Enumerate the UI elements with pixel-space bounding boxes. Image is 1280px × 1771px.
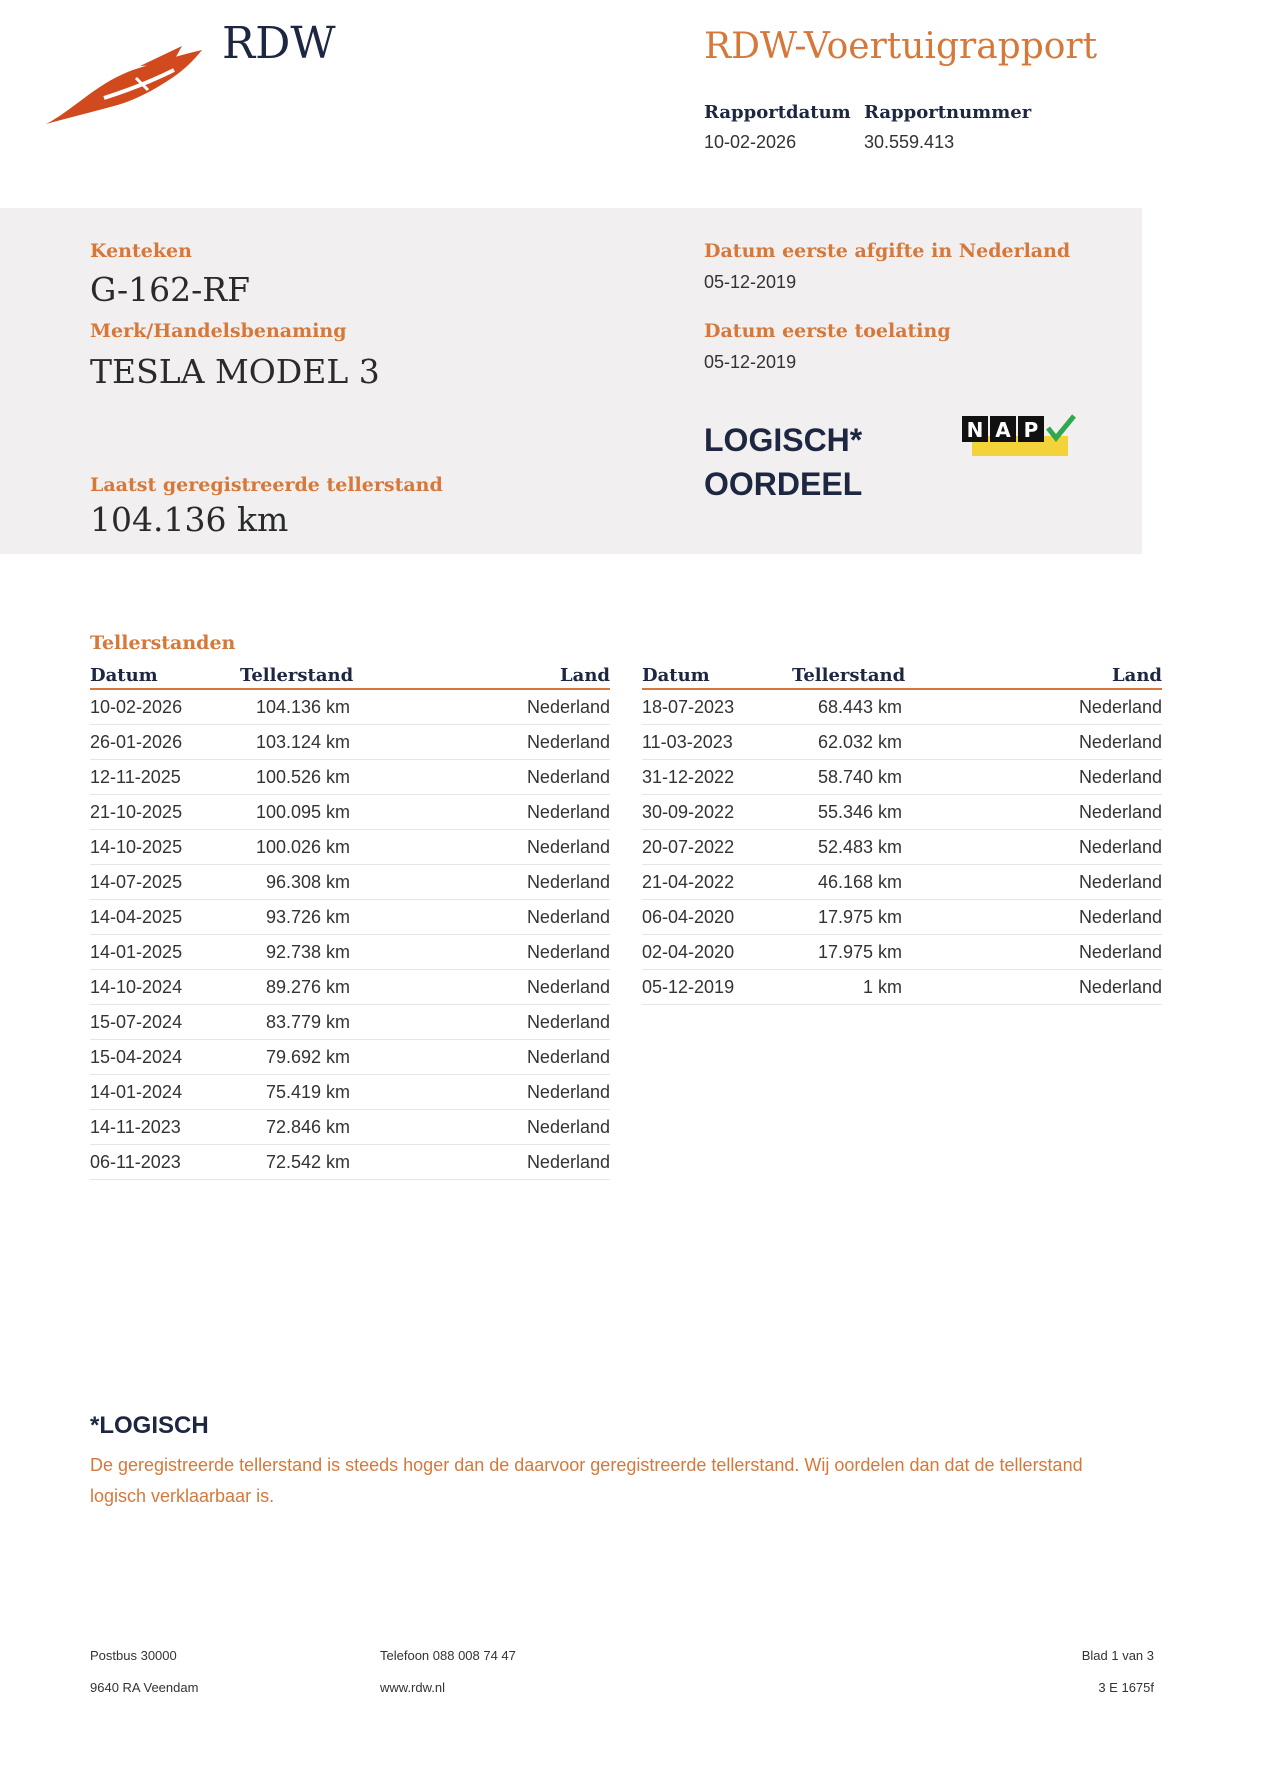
footer-telefoon: Telefoon 088 008 74 47: [380, 1648, 516, 1663]
table-row: [90, 725, 610, 760]
footer-blad: Blad 1 van 3: [1081, 1648, 1154, 1663]
footer-code: 3 E 1675f: [1098, 1680, 1154, 1695]
header-datum: Datum: [90, 665, 158, 686]
table-row: [90, 1040, 610, 1075]
cell-land: Nederland: [526, 1116, 610, 1137]
cell-tellerstand: 62.032 km: [817, 731, 902, 752]
note-title: *LOGISCH: [90, 1412, 209, 1439]
nap-letter-p: P: [1023, 418, 1039, 442]
cell-datum: 05-12-2019: [642, 976, 735, 997]
cell-datum: 31-12-2022: [642, 766, 735, 787]
table-row: [642, 795, 1162, 830]
cell-land: Nederland: [526, 941, 610, 962]
table-row: [90, 830, 610, 865]
table-header: [90, 662, 610, 690]
cell-datum: 06-04-2020: [642, 906, 735, 927]
cell-tellerstand: 79.692 km: [265, 1046, 350, 1067]
cell-datum: 14-01-2024: [90, 1081, 183, 1102]
table-row: [642, 900, 1162, 935]
cell-land: Nederland: [526, 1081, 610, 1102]
table-row: [90, 970, 610, 1005]
cell-datum: 14-04-2025: [90, 906, 183, 927]
afgifte-value: 05-12-2019: [704, 272, 797, 292]
cell-land: Nederland: [1078, 836, 1162, 857]
footer-adres: 9640 RA Veendam: [90, 1680, 199, 1695]
table-row: [90, 935, 610, 970]
cell-datum: 02-04-2020: [642, 941, 735, 962]
rapportdatum-label: Rapportdatum: [704, 102, 851, 123]
footer-website: www.rdw.nl: [380, 1680, 446, 1695]
cell-land: Nederland: [1078, 941, 1162, 962]
rapportnummer-value: 30.559.413: [864, 132, 955, 152]
table-row: [642, 865, 1162, 900]
cell-land: Nederland: [526, 766, 610, 787]
cell-datum: 11-03-2023: [642, 731, 733, 752]
cell-tellerstand: 52.483 km: [817, 836, 902, 857]
cell-datum: 14-11-2023: [90, 1116, 181, 1137]
rapportnummer-label: Rapportnummer: [864, 102, 1032, 123]
table-row: [642, 830, 1162, 865]
note-text: De geregistreerde tellerstand is steeds hoger dan de daarvoor geregistreerde tellerstand. Wij oordelen dan dat de tellerstand logisch verklaarbaar is.: [90, 1455, 1083, 1506]
cell-land: Nederland: [526, 801, 610, 822]
cell-datum: 21-10-2025: [90, 801, 183, 822]
cell-land: Nederland: [526, 696, 610, 717]
table-row: [90, 1145, 610, 1180]
cell-land: Nederland: [1078, 871, 1162, 892]
cell-land: Nederland: [526, 1011, 610, 1032]
table-row: [90, 795, 610, 830]
cell-tellerstand: 93.726 km: [265, 906, 350, 927]
cell-datum: 30-09-2022: [642, 801, 735, 822]
cell-tellerstand: 17.975 km: [817, 906, 902, 927]
table-row: [90, 690, 610, 725]
cell-datum: 10-02-2026: [90, 696, 183, 717]
kenteken-label: Kenteken: [90, 240, 192, 262]
cell-land: Nederland: [1078, 731, 1162, 752]
cell-land: Nederland: [526, 1151, 610, 1172]
header-land: Land: [1112, 665, 1162, 686]
cell-tellerstand: 103.124 km: [255, 731, 350, 752]
report-title: RDW-Voertuigrapport: [704, 26, 1098, 67]
cell-datum: 14-01-2025: [90, 941, 183, 962]
cell-land: Nederland: [1078, 766, 1162, 787]
nap-letter-a: A: [995, 418, 1011, 442]
cell-datum: 15-07-2024: [90, 1011, 183, 1032]
cell-land: Nederland: [1078, 906, 1162, 927]
cell-tellerstand: 92.738 km: [265, 941, 350, 962]
cell-tellerstand: 58.740 km: [817, 766, 902, 787]
rapportdatum-value: 10-02-2026: [704, 132, 797, 152]
cell-tellerstand: 72.846 km: [265, 1116, 350, 1137]
table-row: [90, 1110, 610, 1145]
cell-tellerstand: 100.526 km: [255, 766, 350, 787]
brand-name: RDW: [222, 18, 336, 69]
cell-datum: 12-11-2025: [90, 766, 181, 787]
cell-tellerstand: 55.346 km: [817, 801, 902, 822]
table-row: [90, 1075, 610, 1110]
cell-tellerstand: 17.975 km: [817, 941, 902, 962]
cell-tellerstand: 96.308 km: [265, 871, 350, 892]
cell-datum: 06-11-2023: [90, 1151, 181, 1172]
cell-land: Nederland: [526, 731, 610, 752]
cell-land: Nederland: [1078, 801, 1162, 822]
cell-land: Nederland: [1078, 976, 1162, 997]
cell-tellerstand: 100.095 km: [255, 801, 350, 822]
table-row: [90, 1005, 610, 1040]
section-title-tellerstanden: Tellerstanden: [90, 632, 236, 654]
kenteken-value: G-162-RF: [90, 270, 251, 309]
cell-land: Nederland: [526, 906, 610, 927]
oordeel-line-1: LOGISCH*: [704, 422, 863, 458]
table-row: [642, 760, 1162, 795]
toelating-value: 05-12-2019: [704, 352, 797, 372]
table-header: [642, 662, 1162, 690]
tellerstand-label: Laatst geregistreerde tellerstand: [90, 474, 443, 496]
cell-land: Nederland: [526, 1046, 610, 1067]
cell-datum: 21-04-2022: [642, 871, 735, 892]
header-tellerstand: Tellerstand: [240, 665, 354, 686]
afgifte-label: Datum eerste afgifte in Nederland: [704, 240, 1071, 262]
cell-tellerstand: 46.168 km: [817, 871, 902, 892]
cell-datum: 14-10-2025: [90, 836, 183, 857]
cell-datum: 14-10-2024: [90, 976, 183, 997]
table-row: [90, 865, 610, 900]
tellerstanden-table-left: [90, 662, 610, 1180]
cell-tellerstand: 104.136 km: [255, 696, 350, 717]
rdw-logo-icon: [44, 40, 204, 130]
cell-tellerstand: 89.276 km: [265, 976, 350, 997]
cell-tellerstand: 72.542 km: [265, 1151, 350, 1172]
cell-tellerstand: 68.443 km: [817, 696, 902, 717]
header-land: Land: [560, 665, 610, 686]
toelating-label: Datum eerste toelating: [704, 320, 951, 342]
cell-land: Nederland: [1078, 696, 1162, 717]
cell-land: Nederland: [526, 976, 610, 997]
table-row: [642, 935, 1162, 970]
table-row: [90, 760, 610, 795]
cell-datum: 20-07-2022: [642, 836, 735, 857]
cell-land: Nederland: [526, 836, 610, 857]
header-tellerstand: Tellerstand: [792, 665, 906, 686]
cell-tellerstand: 1 km: [862, 976, 902, 997]
table-row: [642, 725, 1162, 760]
cell-datum: 15-04-2024: [90, 1046, 183, 1067]
cell-datum: 14-07-2025: [90, 871, 183, 892]
nap-letter-n: N: [966, 418, 984, 442]
oordeel-line-2: OORDEEL: [704, 466, 863, 502]
cell-tellerstand: 83.779 km: [265, 1011, 350, 1032]
footer-postbus: Postbus 30000: [90, 1648, 177, 1663]
header-datum: Datum: [642, 665, 710, 686]
cell-datum: 18-07-2023: [642, 696, 735, 717]
table-row: [642, 970, 1162, 1005]
cell-datum: 26-01-2026: [90, 731, 183, 752]
tellerstand-value: 104.136 km: [90, 500, 289, 539]
table-row: [90, 900, 610, 935]
cell-tellerstand: 100.026 km: [255, 836, 350, 857]
merk-value: TESLA MODEL 3: [90, 352, 380, 391]
tellerstanden-table-right: [642, 662, 1162, 1005]
cell-tellerstand: 75.419 km: [265, 1081, 350, 1102]
cell-land: Nederland: [526, 871, 610, 892]
merk-label: Merk/Handelsbenaming: [90, 320, 347, 342]
nap-logo-icon: [962, 414, 1078, 462]
table-row: [642, 690, 1162, 725]
